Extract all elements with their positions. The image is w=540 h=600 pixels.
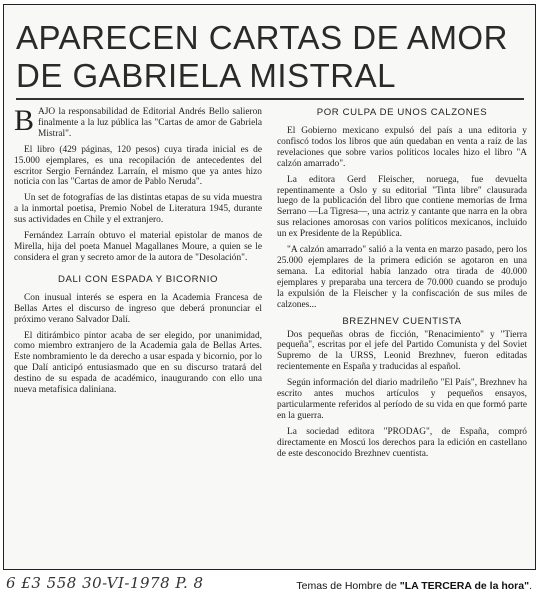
newspaper-clipping: [3, 4, 536, 570]
footer: [0, 572, 540, 600]
article-paragraph: La editora Gerd Fleischer, noruega, fue devuelta repentinamente a Oslo y su editorial "Tinta libre" clausurada luego de la publicación del libro que contiene memorias de Irma Serrano —La Tigresa—, una actriz y cantante que narra en la obra sus relaciones amorosas con varios políticos mexicanos, incluido un ex Presidente de la República.: [277, 174, 527, 240]
subheading-dali: DALI CON ESPADA Y BICORNIO: [57, 273, 219, 285]
article-paragraph: Según información del diario madrileño "El País", Brezhnev ha escrito antes muchos artículos y pequeños ensayos, particularmente referidos al período de su vida en que formó parte en la guerra.: [277, 378, 527, 421]
left-column: [14, 104, 262, 401]
drop-cap: B: [14, 104, 35, 137]
article-paragraph: Fernández Larraín obtuvo el material epistolar de manos de Mirella, hija del poeta Manuel Magallanes Moure, a quien se le considera el gran y secreto amor de la autora de "Desolación".: [14, 231, 262, 263]
subheading-brezhnev: BREZHNEV CUENTISTA: [342, 315, 462, 327]
article-paragraph: El ditirámbico pintor acaba de ser elegido, por unanimidad, como miembro extranjero de la Academia gala de Bellas Artes. Este nombramiento le da derecho a usar espada y bicornio, por lo que Dalí anticipó entusiasmado que en su discurso tratará del destino de su espada de académico, inaugurando con ello una nueva metafísica daliniana.: [14, 330, 262, 396]
handwritten-archive-note: 6 £3 558 30-VI-1978 P. 8: [6, 574, 204, 592]
right-column: [277, 107, 527, 464]
article-paragraph: El Gobierno mexicano expulsó del país a una editoria y confiscó todos los libros que aún quedaban en venta a raíz de las revelaciones que sobre varios políticos locales hizo el libro "A calzón amarrado".: [277, 126, 527, 169]
headline: APARECEN CARTAS DE AMOR DE GABRIELA MISTRAL: [16, 19, 508, 94]
source-credit: Temas de Hombre de "LA TERCERA de la hora".: [296, 580, 532, 592]
headline-rule: [16, 98, 524, 100]
subheading-calzones: POR CULPA DE UNOS CALZONES: [316, 107, 488, 118]
article-paragraph: BAJO la responsabilidad de Editorial Andrés Bello salieron finalmente a la luz pública las "Cartas de amor de Gabriela Mistral".: [14, 104, 262, 139]
article-paragraph: Un set de fotografías de las distintas etapas de su vida muestra a la inmortal poetisa, Premio Nobel de Literatura 1945, durante sus actividades en Chile y el extranjero.: [14, 193, 262, 226]
article-paragraph: La sociedad editora "PRODAG", de España, compró directamente en Moscú los derechos para la edición en castellano de este desconocido Brezhnev cuentista.: [277, 426, 527, 459]
article-paragraph: Dos pequeñas obras de ficción, "Renacimiento" y "Tierra pequeña", escritas por el jefe del Partido Comunista y del Soviet Supremo de la URSS, Leonid Brezhnev, fueron editadas recientemente en España y traducidas al español.: [277, 329, 527, 373]
article-paragraph: El libro (429 páginas, 120 pesos) cuya tirada inicial es de 15.000 ejemplares, es una recopilación de antecedentes del escritor Sergio Fernández Larraín, el mismo que ya antes hizo noticia con las "Cartas de amor de Pablo Neruda".: [14, 144, 262, 188]
article-paragraph: "A calzón amarrado" salió a la venta en marzo pasado, pero los 25.000 ejemplares de la primera edición se agotaron en una semana. La editorial había lanzado otra tirada de 40.000 ejemplares y preparaba una tercera de 70.000 cuando se produjo la expulsión de la Fleischer y la confiscación de sus miles de calzones...: [277, 245, 527, 310]
article-paragraph: Con inusual interés se espera en la Academia Francesa de Bellas Artes el discurso de ingreso que deberá pronunciar el próximo verano Salvador Dalí.: [14, 292, 262, 325]
